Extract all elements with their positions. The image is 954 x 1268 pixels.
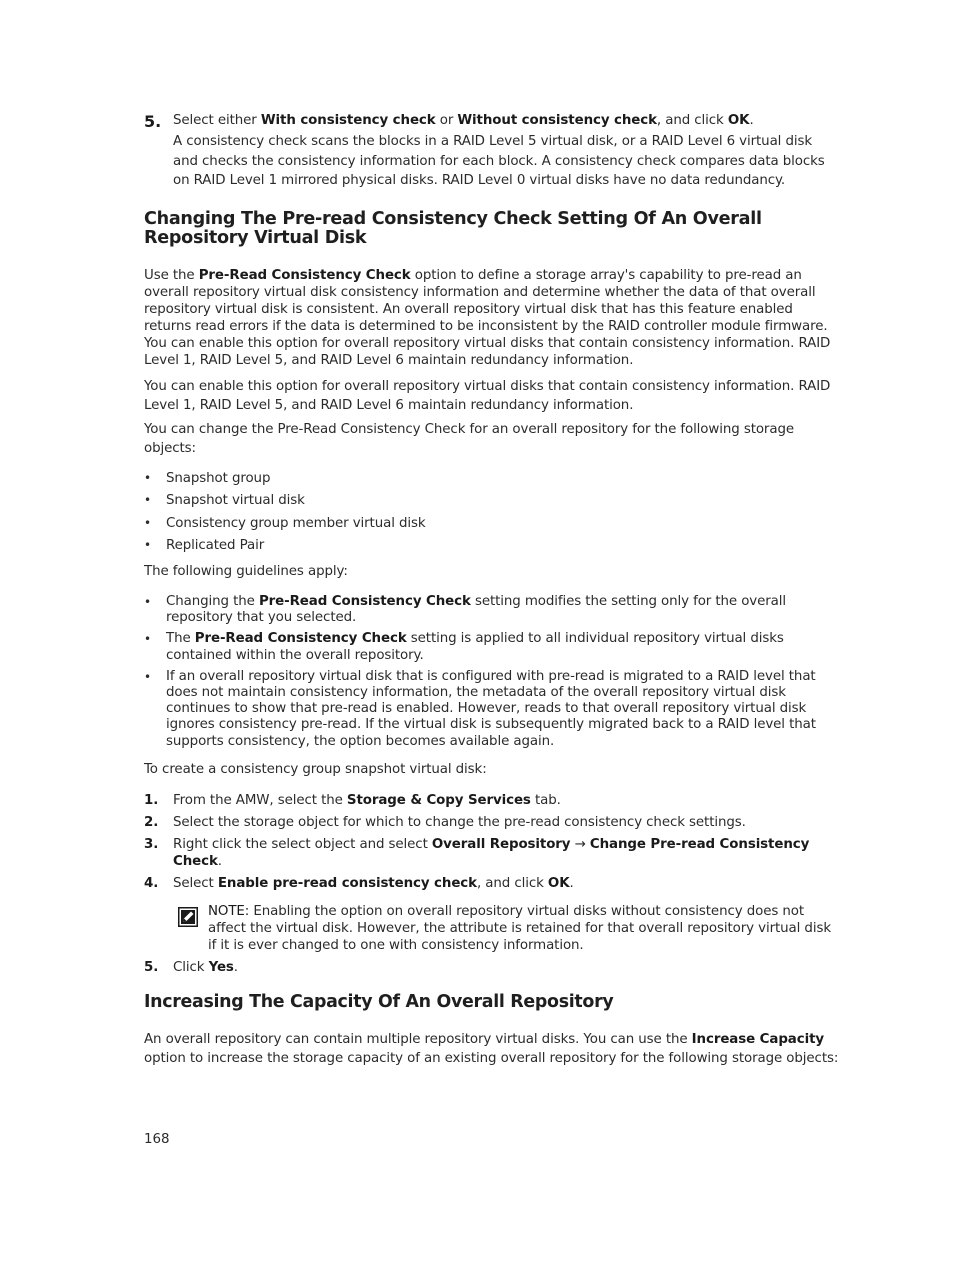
note-text: NOTE: Enabling the option on overall repository virtual disks without consistency does not affect the virtual disk. However, the attribute is retained for that overall repository virtual disk if it is ever changed to one with consistency information. <box>208 903 831 953</box>
procedure-step-1: 1. From the AMW, select the Storage & Copy Services tab. <box>144 792 561 808</box>
step-text: Select either With consistency check or Without consistency check, and click OK. <box>173 113 754 128</box>
section-heading-increase-capacity: Increasing The Capacity Of An Overall Repository <box>144 991 614 1012</box>
guidelines-list <box>144 594 840 750</box>
storage-object-list <box>144 470 840 555</box>
list-item: • Consistency group member virtual disk <box>144 515 840 532</box>
page-number: 168 <box>144 1132 170 1147</box>
pre-read-para-2: You can enable this option for overall repository virtual disks that contain consistency information. RAID Level 1, RAID Level 5, and RAID Level 6 maintain redundancy information. <box>144 378 831 413</box>
list-item: • The Pre-Read Consistency Check setting is applied to all individual repository virtual disks contained within the overall repository. <box>144 631 840 663</box>
guidelines-intro: The following guidelines apply: <box>144 564 348 579</box>
procedure-step-3: 3. Right click the select object and select Overall Repository → Change Pre-read Consistency Check. <box>144 836 810 869</box>
step-number: 5. <box>144 112 162 131</box>
procedure-step-2: 2. Select the storage object for which to change the pre-read consistency check settings. <box>144 814 746 830</box>
procedure-steps-continued <box>144 959 840 976</box>
pre-read-para-3: You can change the Pre-Read Consistency Check for an overall repository for the following storage objects: <box>144 421 794 456</box>
list-item: • Replicated Pair <box>144 537 840 554</box>
step-5-top <box>144 112 840 129</box>
list-item: • Snapshot virtual disk <box>144 492 840 509</box>
note-callout <box>208 903 840 954</box>
list-item: • If an overall repository virtual disk that is configured with pre-read is migrated to a RAID level that does not maintain consistency information, the metadata of the overall repository virtual disk continues to show that pre-read is enabled. However, reads to that overall repository virtual disk ignores consistency pre-read. If the virtual disk is subsequently migrated back to a RAID level that supports consistency, the option becomes available again. <box>144 669 840 750</box>
increase-capacity-intro: An overall repository can contain multiple repository virtual disks. You can use the Increase Capacity option to increase the storage capacity of an existing overall repository for the following storage objects: <box>144 1031 839 1066</box>
procedure-steps <box>144 792 840 892</box>
list-item: • Snapshot group <box>144 470 840 487</box>
list-item: • Changing the Pre-Read Consistency Check setting modifies the setting only for the overall repository that you selected. <box>144 594 840 626</box>
procedure-step-4: 4. Select Enable pre-read consistency check, and click OK. <box>144 875 574 891</box>
procedure-step-5: 5. Click Yes. <box>144 959 238 975</box>
page-content <box>144 112 840 1068</box>
section-heading-pre-read: Changing The Pre-read Consistency Check Setting Of An Overall Repository Virtual Disk <box>144 208 762 248</box>
step-5-description: A consistency check scans the blocks in a RAID Level 5 virtual disk, or a RAID Level 6 virtual disk and checks the consistency information for each block. A consistency check compares data blocks on RAID Level 1 mirrored physical disks. RAID Level 0 virtual disks have no data redundancy. <box>173 134 825 188</box>
procedure-intro: To create a consistency group snapshot virtual disk: <box>144 761 487 777</box>
pre-read-intro: Use the Pre-Read Consistency Check option to define a storage array's capability to pre-read an overall repository virtual disk consistency information and determine whether the data of that overall repository virtual disk is consistent. An overall repository virtual disk that has this feature enabled returns read errors if the data is determined to be inconsistent by the RAID controller module firmware. You can enable this option for overall repository virtual disks that contain consistency information. RAID Level 1, RAID Level 5, and RAID Level 6 maintain redundancy information. <box>144 267 831 368</box>
pencil-note-icon <box>178 907 198 927</box>
